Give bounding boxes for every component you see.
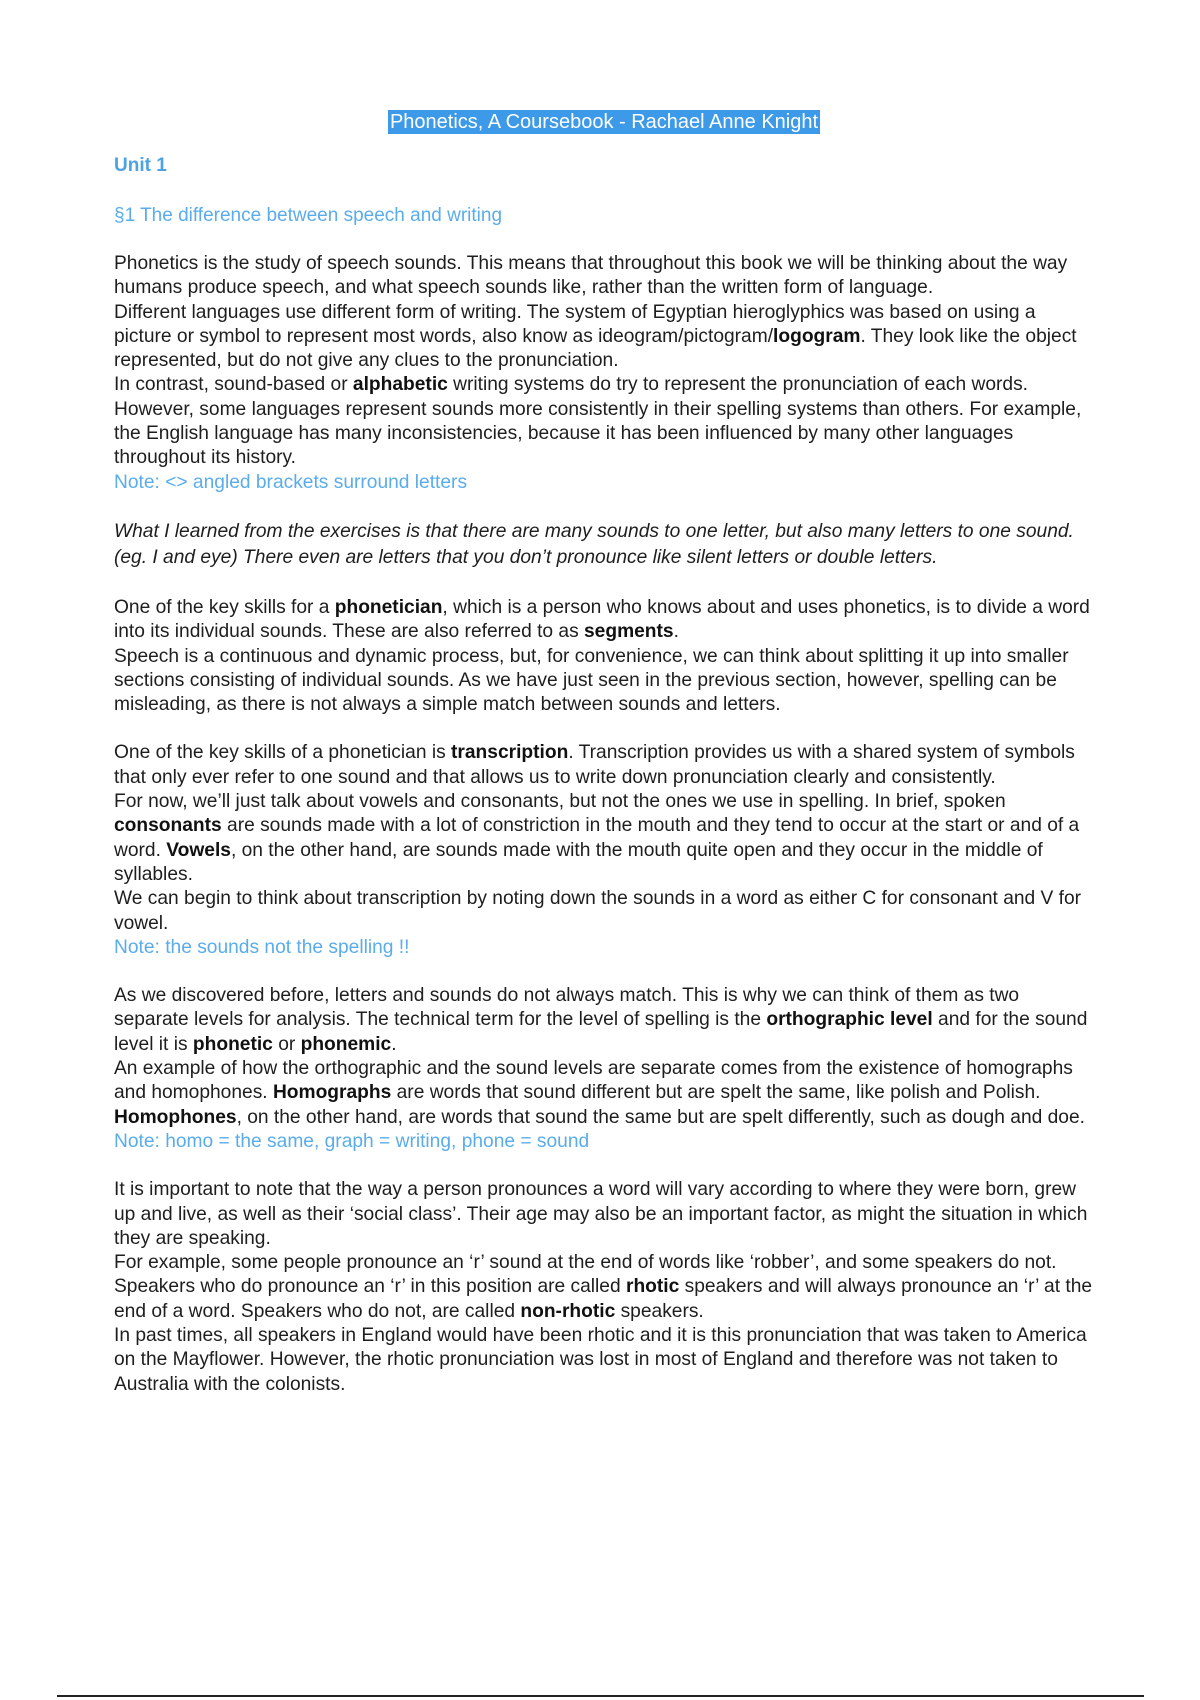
paragraph-8: We can begin to think about transcription by noting down the sounds in a word as either C for consonant and V for vowel. bbox=[114, 888, 1082, 934]
term-segments: segments bbox=[584, 621, 674, 643]
term-logogram: logogram bbox=[773, 325, 861, 347]
term-rhotic: rhotic bbox=[625, 1276, 680, 1298]
term-non-rhotic: non-rhotic bbox=[520, 1300, 616, 1322]
paragraph-11: It is important to note that the way a person pronounces a word will vary according to where they were born, grew up and live, as well as their ‘social class’. Their age may also be an important factor, as might the situation in which they are speaking. bbox=[114, 1179, 1088, 1249]
term-orthographic-level: orthographic level bbox=[766, 1009, 933, 1031]
note-sounds-not-spelling: Note: the sounds not the spelling !! bbox=[114, 936, 410, 958]
term-vowels: Vowels bbox=[166, 839, 231, 861]
note-angled-brackets: Note: <> angled brackets surround letters bbox=[114, 471, 468, 493]
term-homophones: Homophones bbox=[114, 1106, 237, 1128]
paragraph-7: For now, we’ll just talk about vowels and consonants, but not the ones we use in spelling. In brief, spoken consonants are sounds made with a lot of constriction in the mouth and they tend to occur at the start or and of a word. Vowels, on the other hand, are sounds made with the mouth quite open and they occur in the middle of syllables. bbox=[114, 791, 1080, 885]
paragraph-4: One of the key skills for a phonetician, which is a person who knows about and uses phonetics, is to divide a word into its individual sounds. These are also referred to as segments. bbox=[114, 596, 1090, 643]
term-homographs: Homographs bbox=[272, 1082, 392, 1104]
reflection-paragraph: What I learned from the exercises is that there are many sounds to one letter, but also many letters to one sound. (eg. I and eye) There even are letters that you don’t pronounce like silent letters or double letters. bbox=[114, 520, 1074, 569]
paragraph-13: In past times, all speakers in England would have been rhotic and it is this pronunciation that was taken to America on the Mayflower. However, the rhotic pronunciation was lost in most of England and therefore was not taken to Australia with the colonists. bbox=[114, 1324, 1087, 1395]
paragraph-12: For example, some people pronounce an ‘r’ sound at the end of words like ‘robber’, and some speakers do not. Speakers who do pronounce an ‘r’ in this position are called rhotic speakers and will always pronounce an ‘r’ at the end of a word. Speakers who do not, are called non-rhotic speakers. bbox=[114, 1252, 1093, 1322]
term-phonemic: phonemic bbox=[300, 1033, 392, 1055]
term-phonetic: phonetic bbox=[192, 1033, 273, 1055]
note-homo-graph-phone: Note: homo = the same, graph = writing, phone = sound bbox=[114, 1130, 590, 1152]
document-page bbox=[114, 108, 1094, 1397]
term-transcription: transcription bbox=[451, 742, 569, 764]
term-alphabetic: alphabetic bbox=[352, 374, 448, 396]
paragraph-5: Speech is a continuous and dynamic process, but, for convenience, we can think about splitting it up into smaller sections consisting of individual sounds. As we have just seen in the previous section, however, spelling can be misleading, as there is not always a simple match between sounds and letters. bbox=[114, 645, 1069, 716]
document-title bbox=[114, 108, 1094, 136]
paragraph-6: One of the key skills of a phonetician is transcription. Transcription provides us with a shared system of symbols that only ever refer to one sound and that allows us to write down pronunciation clearly and consistently. bbox=[114, 742, 1075, 788]
paragraph-2: Different languages use different form of writing. The system of Egyptian hieroglyphics was based on using a picture or symbol to represent most words, also know as ideogram/pictogram/logogram. They look like the object represented, but do not give any clues to the pronunciation. bbox=[114, 301, 1077, 372]
unit-heading: Unit 1 bbox=[114, 155, 167, 176]
paragraph-3: In contrast, sound-based or alphabetic writing systems do try to represent the pronunciation of each words. However, some languages represent sounds more consistently in their spelling systems than others. For example, the English language has many inconsistencies, because it has been influenced by many other languages throughout its history. bbox=[114, 374, 1082, 469]
paragraph-10: An example of how the orthographic and the sound levels are separate comes from the existence of homographs and homophones. Homographs are words that sound different but are spelt the same, like polish and Polish. Homophones, on the other hand, are words that sound the same but are spelt differently, such as dough and doe. bbox=[114, 1058, 1085, 1128]
term-phonetician: phonetician bbox=[334, 596, 443, 618]
section-heading: §1 The difference between speech and writing bbox=[114, 205, 503, 226]
page-bottom-divider bbox=[57, 1695, 1144, 1697]
paragraph-9: As we discovered before, letters and sounds do not always match. This is why we can think of them as two separate levels for analysis. The technical term for the level of spelling is the orthographic level and for the sound level it is phonetic or phonemic. bbox=[114, 985, 1088, 1055]
term-consonants: consonants bbox=[114, 815, 222, 837]
document-title-text[interactable]: Phonetics, A Coursebook - Rachael Anne Knight bbox=[389, 111, 819, 133]
paragraph-1: Phonetics is the study of speech sounds. This means that throughout this book we will be thinking about the way humans produce speech, and what speech sounds like, rather than the written form of language. bbox=[114, 253, 1068, 299]
